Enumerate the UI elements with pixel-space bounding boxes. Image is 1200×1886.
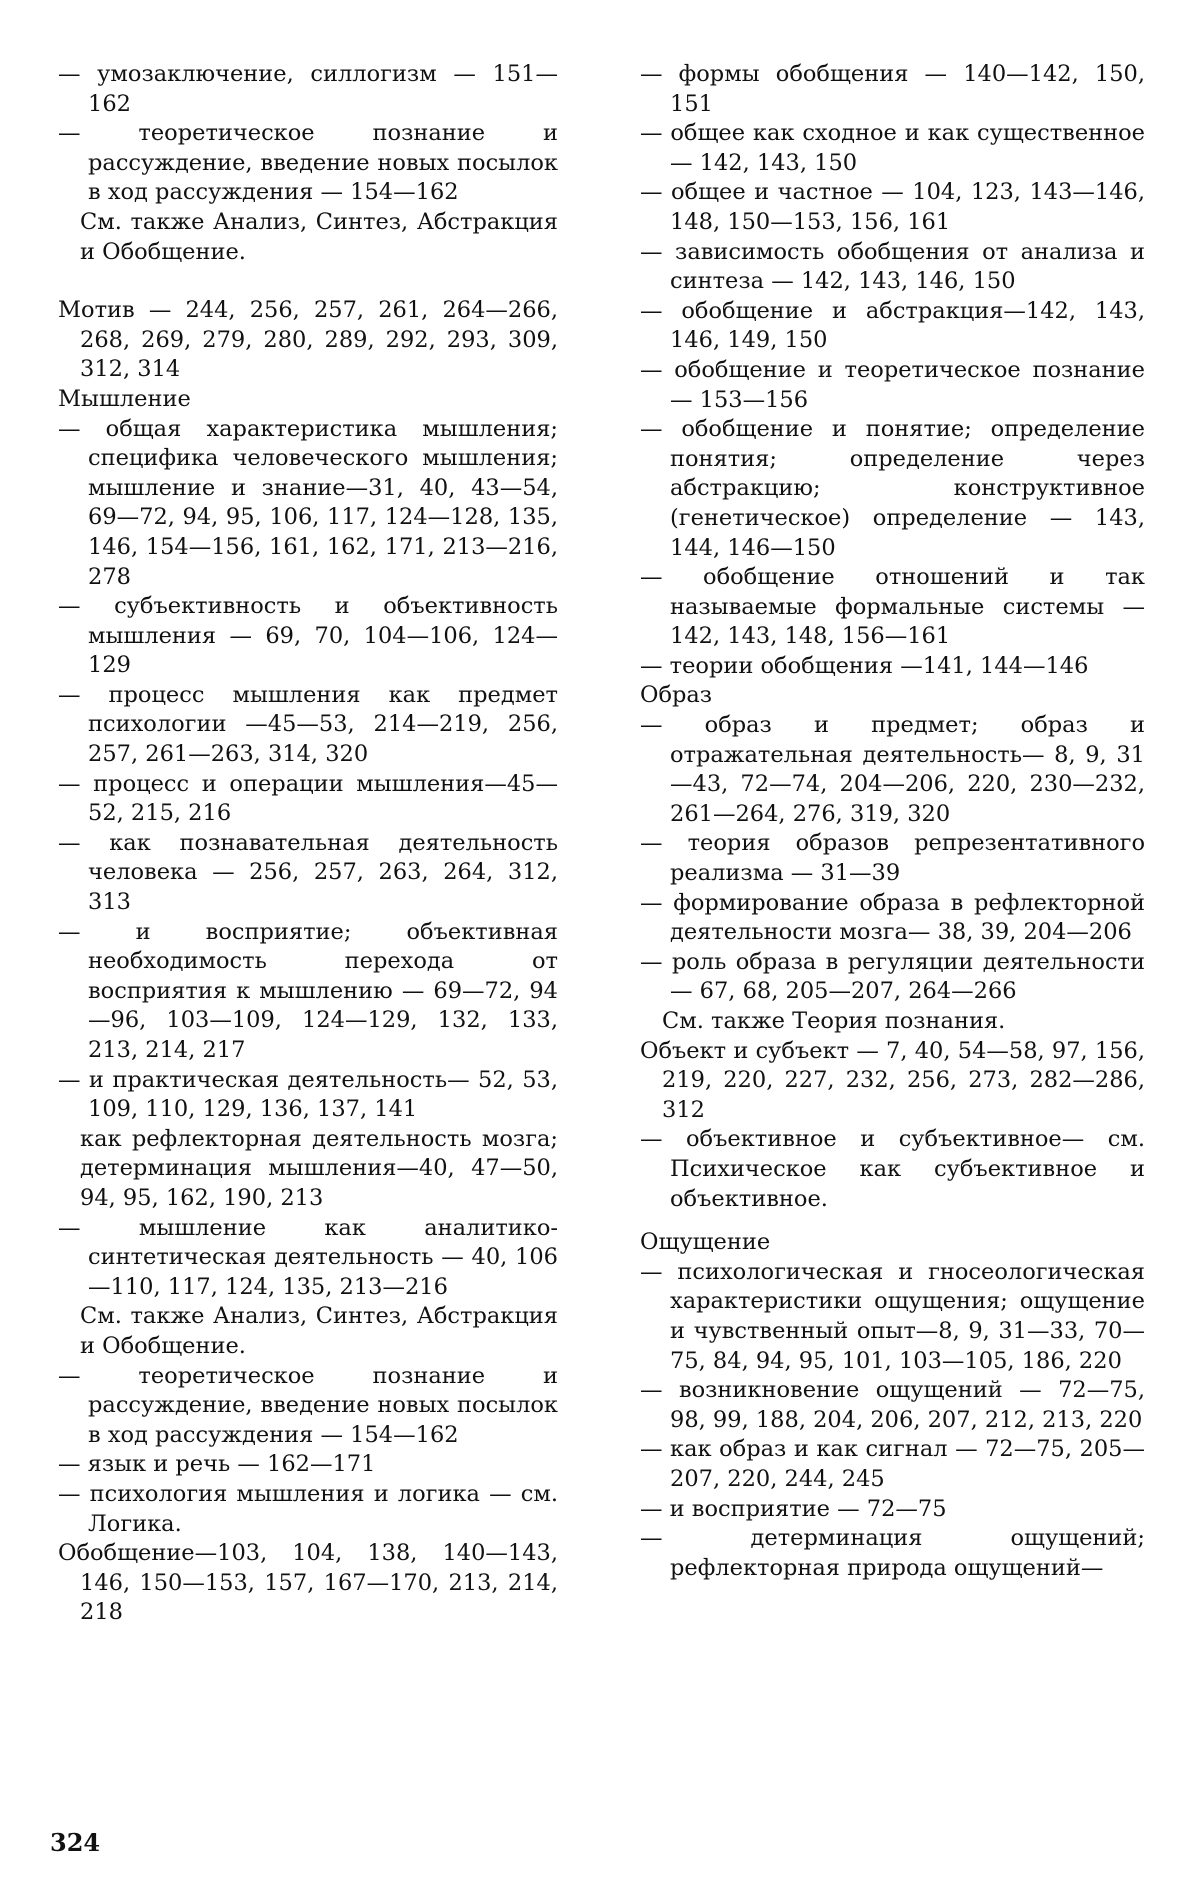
index-entry: — формы обобщения — 140—142, 150, 151 (640, 61, 1145, 117)
index-entry: — формирование образа в рефлекторной деятельности мозга— 38, 39, 204—206 (640, 889, 1145, 946)
index-entry: — обобщение и понятие; определение понятия; определение через абстракцию; конструктивное (генетическое) определение — 143, 144, 146—150 (640, 416, 1145, 561)
index-entry: — теория образов репрезентативного реализма — 31—39 (640, 830, 1145, 887)
index-entry-continuation: как рефлекторная деятельность мозга; детерминация мышления—40, 47—50, 94, 95, 162, 190, 213 (80, 1125, 558, 1211)
index-entry: — как познавательная деятельность человека — 256, 257, 263, 264, 312, 313 (58, 829, 558, 916)
index-entry: — и восприятие — 72—75 (640, 1495, 947, 1522)
index-entry: — роль образа в регуляции деятельности — 67, 68, 205—207, 264—266 (640, 948, 1145, 1005)
index-entry: — общее и частное — 104, 123, 143—146, 148, 150—153, 156, 161 (640, 179, 1145, 235)
index-heading: Мышление (58, 385, 191, 412)
index-entry: — общая характеристика мышления; специфика человеческого мышления; мышление и знание—31, 40, 43—54, 69—72, 94, 95, 106, 117, 124—128, 135, 146, 154—156, 161, 162, 171, 213—216, 278 (58, 415, 558, 590)
index-entry: — язык и речь — 162—171 (58, 1451, 376, 1478)
index-entry: — процесс и операции мышления—45—52, 215, 216 (58, 770, 558, 827)
index-heading: Ощущение (640, 1229, 771, 1256)
index-column-right (640, 60, 1145, 1583)
index-entry: — и восприятие; объективная необходимость перехода от восприятия к мышлению — 69—72, 94—96, 103—109, 124—129, 132, 133, 213, 214, 217 (58, 918, 558, 1063)
index-entry: — теоретическое познание и рассуждение, введение новых посылок в ход рассуждения — 154—162 (58, 120, 558, 206)
index-entry: — общее как сходное и как существенное — 142, 143, 150 (640, 120, 1145, 176)
index-entry: — психологическая и гносеологическая характеристики ощущения; ощущение и чувственный опыт—8, 9, 31—33, 70—75, 84, 94, 95, 101, 103—105, 186, 220 (640, 1258, 1145, 1374)
index-entry: — как образ и как сигнал — 72—75, 205—207, 220, 244, 245 (640, 1436, 1145, 1492)
index-entry: — зависимость обобщения от анализа и синтеза — 142, 143, 146, 150 (640, 238, 1145, 295)
see-also-reference: См. также Анализ, Синтез, Абстракция и Обобщение. (80, 208, 558, 265)
see-also-reference: См. также Теория познания. (662, 1008, 1006, 1034)
index-entry: — детерминация ощущений; рефлекторная природа ощущений— (640, 1525, 1145, 1581)
index-entry: — умозаключение, силлогизм — 151—162 (58, 61, 558, 117)
index-entry: — субъективность и объективность мышления — 69, 70, 104—106, 124—129 (58, 593, 558, 679)
index-column-left (58, 60, 558, 1628)
index-heading: Образ (640, 682, 713, 709)
index-entry: — процесс мышления как предмет психологии —45—53, 214—219, 256, 257, 261—263, 314, 320 (58, 681, 558, 768)
see-also-reference: См. также Анализ, Синтез, Абстракция и Обобщение. (80, 1303, 558, 1359)
index-heading: Объект и субъект — 7, 40, 54—58, 97, 156, 219, 220, 227, 232, 256, 273, 282—286, 312 (640, 1037, 1145, 1123)
section-gap (58, 267, 558, 296)
index-entry: — возникновение ощущений — 72—75, 98, 99, 188, 204, 206, 207, 212, 213, 220 (640, 1377, 1145, 1433)
index-entry: — теоретическое познание и рассуждение, введение новых посылок в ход рассуждения — 154—162 (58, 1362, 558, 1448)
section-gap (640, 1214, 1145, 1228)
index-entry: — обобщение отношений и так называемые формальные системы — 142, 143, 148, 156—161 (640, 564, 1145, 650)
index-entry: — теории обобщения —141, 144—146 (640, 652, 1089, 679)
page-number: 324 (50, 1828, 101, 1857)
index-entry: — обобщение и теоретическое познание — 153—156 (640, 356, 1145, 413)
index-entry: — объективное и субъективное— см. Психическое как субъективное и объективное. (640, 1126, 1145, 1212)
index-heading: Обобщение—103, 104, 138, 140—143, 146, 150—153, 157, 167—170, 213, 214, 218 (58, 1540, 558, 1626)
index-entry: — обобщение и абстракция—142, 143, 146, 149, 150 (640, 297, 1145, 354)
index-entry: — образ и предмет; образ и отражательная деятельность— 8, 9, 31—43, 72—74, 204—206, 220, 230—232, 261—264, 276, 319, 320 (640, 712, 1145, 827)
index-entry: — мышление как аналитико-синтетическая деятельность — 40, 106—110, 117, 124, 135, 213—216 (58, 1214, 558, 1300)
index-heading: Мотив — 244, 256, 257, 261, 264—266, 268, 269, 279, 280, 289, 292, 293, 309, 312, 314 (58, 297, 558, 383)
index-entry: — психология мышления и логика — см. Логика. (58, 1480, 558, 1537)
index-entry: — и практическая деятельность— 52, 53, 109, 110, 129, 136, 137, 141 (58, 1066, 558, 1123)
